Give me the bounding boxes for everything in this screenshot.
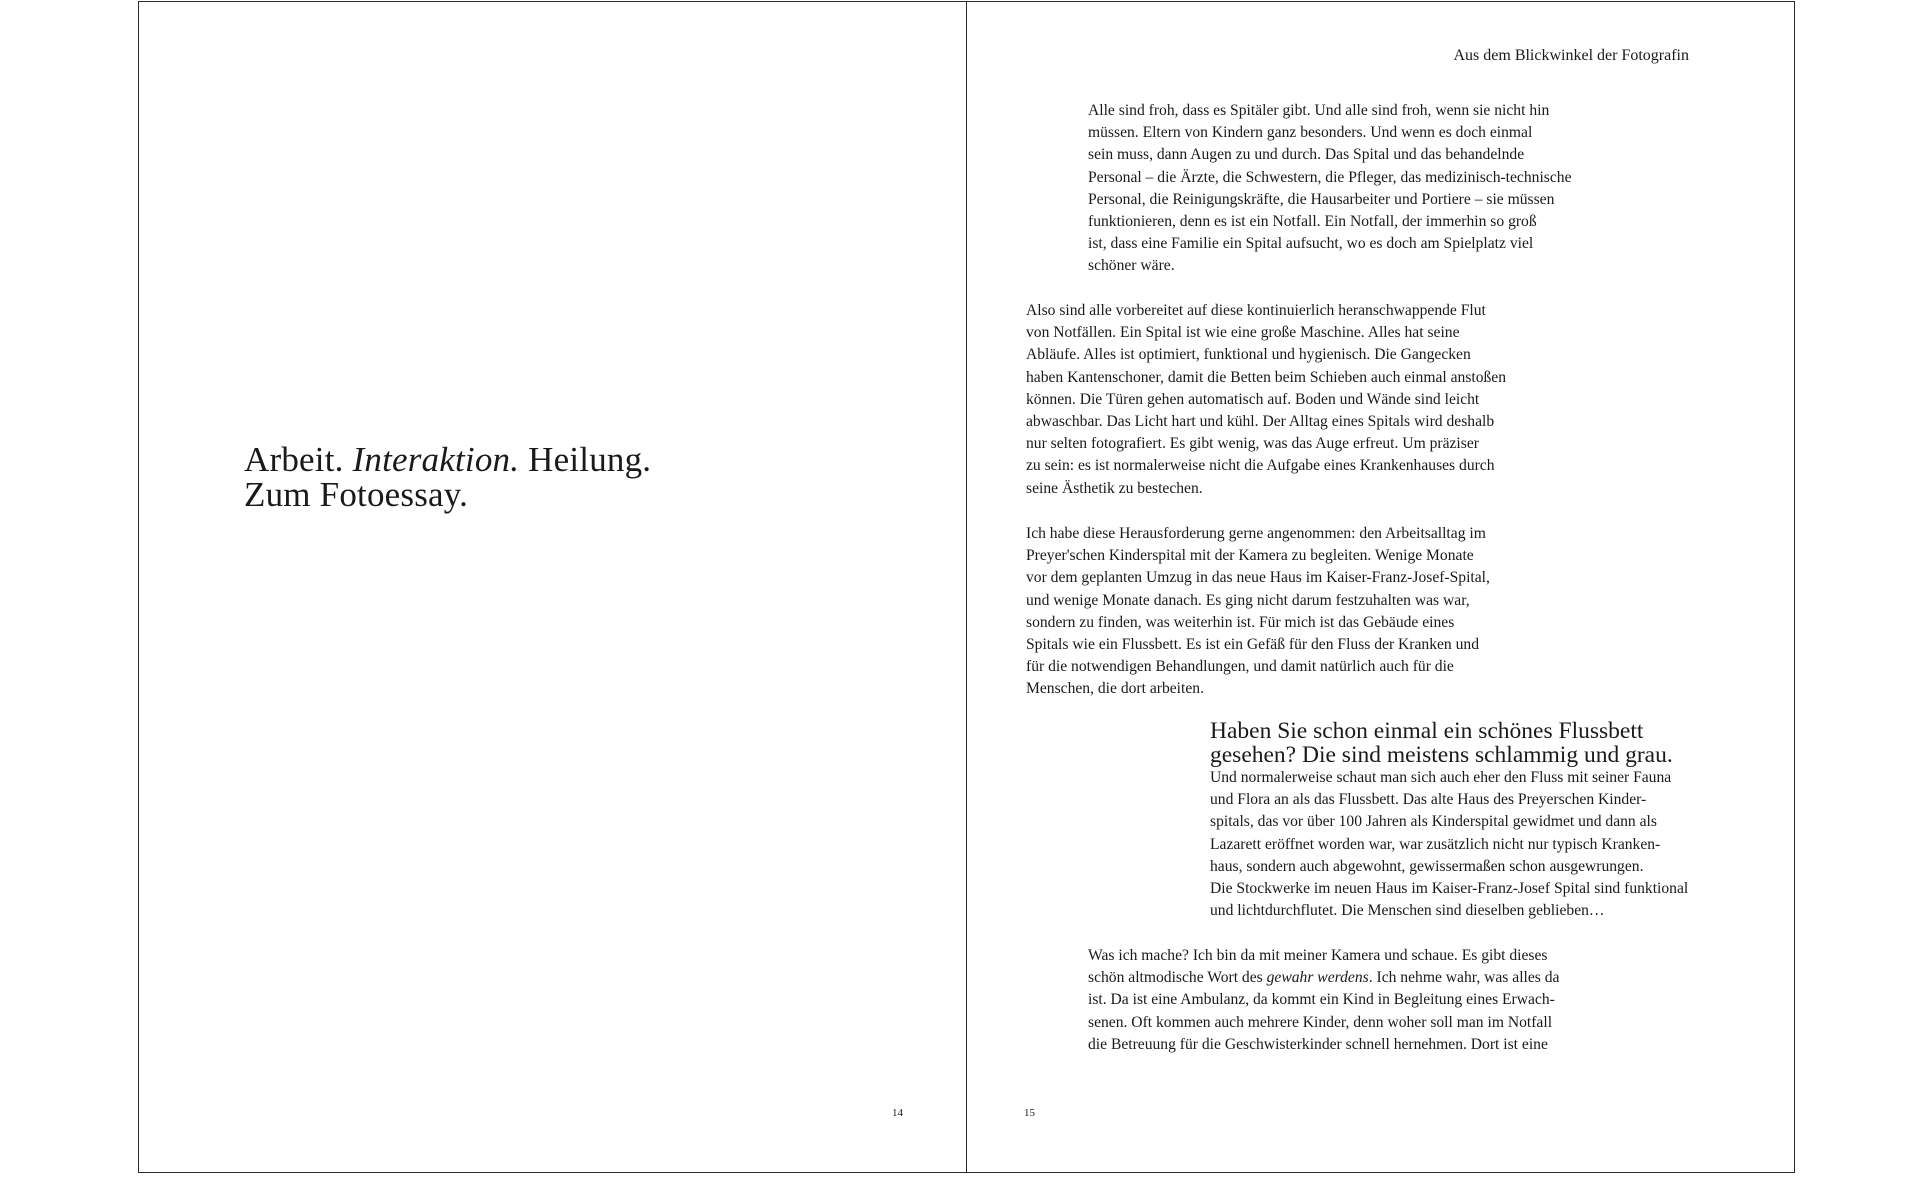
title-line-1-italic: Interaktion.: [352, 440, 520, 479]
text-line: und Flora an als das Flussbett. Das alte Haus des Preyerschen Kinder-: [1210, 791, 1647, 809]
paragraph-4: [1210, 767, 1688, 922]
pull-quote: [1210, 719, 1673, 767]
text-line: ist, dass eine Familie ein Spital aufsucht, wo es doch am Spielplatz viel: [1088, 235, 1534, 253]
left-page: [139, 2, 967, 1172]
text-line: Preyer'schen Kinderspital mit der Kamera zu begleiten. Wenige Monate: [1026, 547, 1474, 565]
title-line-2: Zum Fotoessay.: [244, 475, 469, 514]
page-number-right: 15: [1024, 1107, 1035, 1119]
text-line: funktionieren, denn es ist ein Notfall. Ein Notfall, der immerhin so groß: [1088, 213, 1537, 231]
text-line: Personal – die Ärzte, die Schwestern, die Pfleger, das medizinisch-technische: [1088, 168, 1572, 186]
title-line-1-start: Arbeit.: [244, 440, 353, 479]
text-line: spitals, das vor über 100 Jahren als Kinderspital gewidmet und dann als: [1210, 813, 1657, 831]
text-line: nur selten fotografiert. Es gibt wenig, was das Auge erfreut. Um präziser: [1026, 435, 1479, 453]
text-line: sein muss, dann Augen zu und durch. Das Spital und das behandelnde: [1088, 146, 1525, 164]
text-line: zu sein: es ist normalerweise nicht die Aufgabe eines Krankenhauses durch: [1026, 457, 1495, 475]
book-spread: [138, 1, 1795, 1173]
paragraph-3: [1026, 523, 1490, 701]
text-line: haben Kantenschoner, damit die Betten beim Schieben auch einmal anstoßen: [1026, 368, 1507, 386]
text-line: gesehen? Die sind meistens schlammig und grau.: [1210, 742, 1673, 768]
text-segment: Was ich mache? Ich bin da mit meiner Kamera und schaue. Es gibt dieses: [1088, 947, 1548, 964]
text-line: und wenige Monate danach. Es ging nicht darum festzuhalten was war,: [1026, 591, 1470, 609]
text-line: Personal, die Reinigungskräfte, die Hausarbeiter und Portiere – sie müssen: [1088, 190, 1555, 208]
title-line-1: [244, 442, 651, 477]
essay-title: [244, 442, 651, 512]
text-segment: die Betreuung für die Geschwisterkinder schnell hernehmen. Dort ist eine: [1088, 1035, 1548, 1053]
paragraph-5: [1088, 945, 1559, 1056]
text-line: Alle sind froh, dass es Spitäler gibt. Und alle sind froh, wenn sie nicht hin: [1088, 102, 1550, 119]
text-line: seine Ästhetik zu bestechen.: [1026, 479, 1203, 497]
text-line: Und normalerweise schaut man sich auch eher den Fluss mit seiner Fauna: [1210, 769, 1672, 786]
text-line: haus, sondern auch abgewohnt, gewissermaßen schon ausgewrungen.: [1210, 857, 1644, 875]
page-number-left: 14: [892, 1107, 903, 1119]
text-line: schöner wäre.: [1088, 257, 1175, 275]
text-line: Ich habe diese Herausforderung gerne angenommen: den Arbeitsalltag im: [1026, 525, 1486, 542]
text-segment: schön altmodische Wort des: [1088, 969, 1267, 987]
text-line: und lichtdurchflutet. Die Menschen sind dieselben geblieben…: [1210, 902, 1605, 920]
text-line: Menschen, die dort arbeiten.: [1026, 680, 1204, 698]
text-line: [1088, 1012, 1559, 1034]
text-segment: ist. Da ist eine Ambulanz, da kommt ein Kind in Begleitung eines Erwach-: [1088, 991, 1555, 1009]
text-line: vor dem geplanten Umzug in das neue Haus im Kaiser-Franz-Josef-Spital,: [1026, 569, 1490, 587]
text-line: für die notwendigen Behandlungen, und damit natürlich auch für die: [1026, 658, 1454, 676]
text-line: Die Stockwerke im neuen Haus im Kaiser-Franz-Josef Spital sind funktional: [1210, 880, 1689, 898]
text-line: Haben Sie schon einmal ein schönes Flussbett: [1210, 718, 1644, 744]
text-line: Also sind alle vorbereitet auf diese kontinuierlich heranschwappende Flut: [1026, 302, 1486, 319]
right-page: [968, 2, 1796, 1172]
text-line: [1088, 1034, 1559, 1056]
text-line: [1088, 945, 1559, 967]
text-line: Lazarett eröffnet worden war, war zusätzlich nicht nur typisch Kranken-: [1210, 835, 1661, 853]
text-segment: . Ich nehme wahr, was alles da: [1368, 969, 1560, 987]
text-line: Abläufe. Alles ist optimiert, funktional und hygienisch. Die Gangecken: [1026, 346, 1471, 364]
paragraph-1: [1088, 100, 1572, 278]
text-line: [1088, 989, 1559, 1011]
text-line: [1088, 967, 1559, 989]
text-line: von Notfällen. Ein Spital ist wie eine große Maschine. Alles hat seine: [1026, 324, 1460, 342]
paragraph-2: [1026, 300, 1506, 500]
text-line: sondern zu finden, was weiterhin ist. Für mich ist das Gebäude eines: [1026, 613, 1455, 631]
text-segment: senen. Oft kommen auch mehrere Kinder, denn woher soll man im Notfall: [1088, 1013, 1553, 1031]
page-gutter-divider: [966, 2, 967, 1172]
title-line-1-end: Heilung.: [519, 440, 652, 479]
running-head: Aus dem Blickwinkel der Fotografin: [1453, 47, 1689, 64]
text-line: abwaschbar. Das Licht hart und kühl. Der Alltag eines Spitals wird deshalb: [1026, 413, 1495, 431]
italic-phrase: gewahr werdens: [1266, 969, 1369, 987]
text-line: müssen. Eltern von Kindern ganz besonders. Und wenn es doch einmal: [1088, 124, 1533, 142]
text-line: Spitals wie ein Flussbett. Es ist ein Gefäß für den Fluss der Kranken und: [1026, 636, 1480, 654]
text-line: können. Die Türen gehen automatisch auf. Boden und Wände sind leicht: [1026, 390, 1480, 408]
